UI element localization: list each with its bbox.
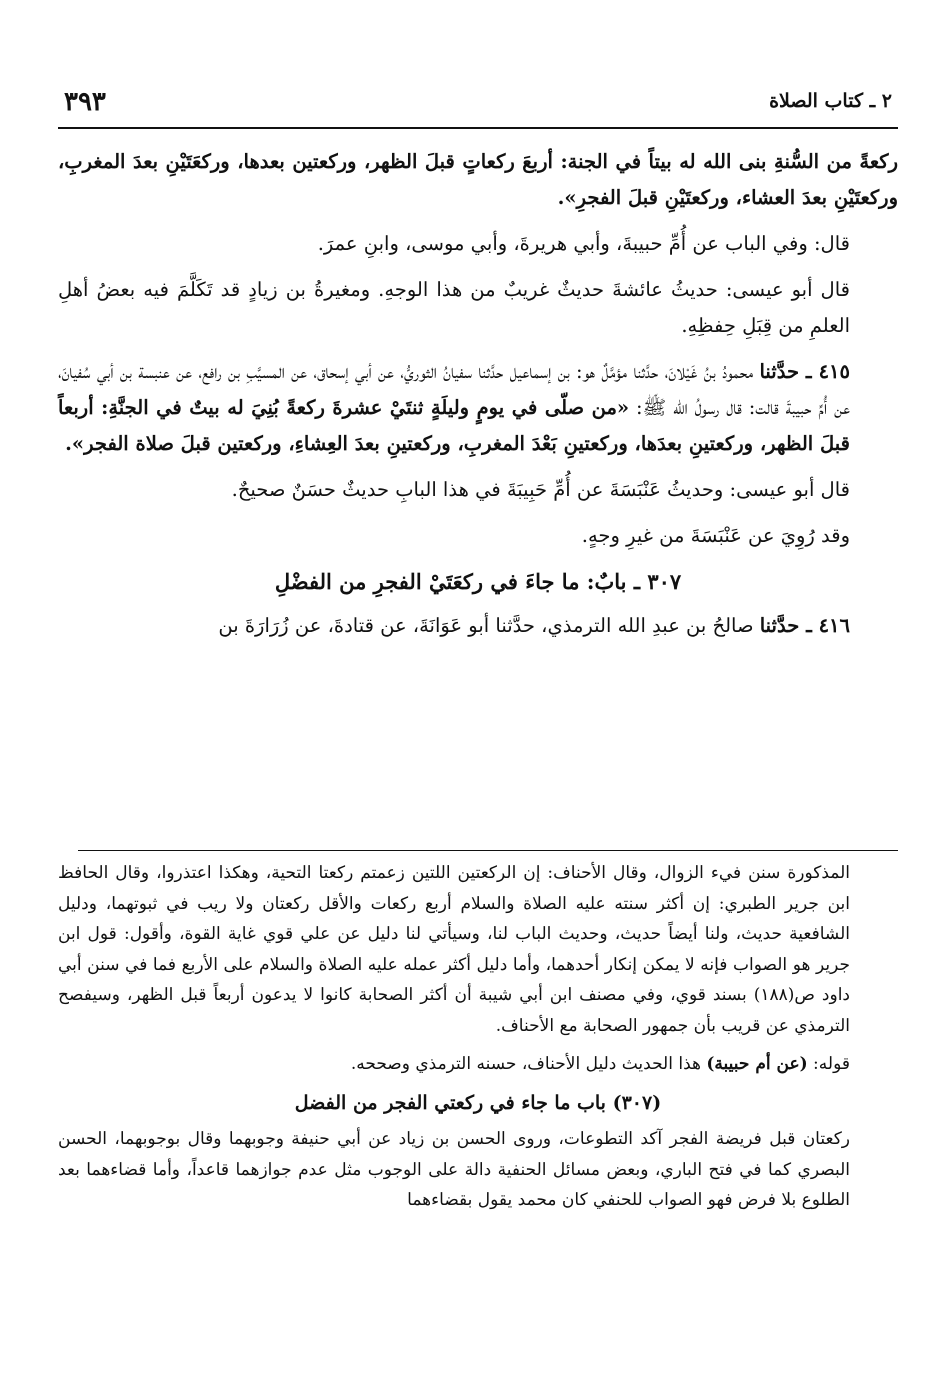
hadith-matn: «من صلّى في يومٍ وليلَةٍ ثنتَيْ عشرةَ ركعةً بُنِيَ له بيتٌ في الجنَّةِ: أربعاً قبلَ الظهر، وركعتينِ بعدَها، وركعتينِ بَعْدَ المغربِ، وركعتينِ بعدَ العِشاءِ، وركعتين قبلَ صلاة الفجر». [58, 396, 850, 455]
hadith-416 [58, 608, 898, 644]
hadith-chain: صالحُ بن عبدِ الله الترمذي، حدَّثنا أبو عَوَانَةَ، عن قتادةَ، عن زُرَارَةَ بن [218, 614, 760, 637]
footnote-quote: (عن أم حبيبة) [706, 1054, 808, 1074]
footnotes [58, 858, 898, 1224]
chapter-title: ٢ ـ كتاب الصلاة [769, 90, 892, 112]
paragraph-grading: قال أبو عيسى: وحديثُ عَنْبَسَةَ عن أُمِّ حَبِيبَةَ في هذا البابِ حديثٌ حسَنٌ صحيحٌ. [231, 478, 850, 501]
hadith-415 [58, 354, 898, 462]
footnote-rule [78, 850, 898, 851]
paragraph-other-routes: وقد رُوِيَ عن عَنْبَسَةَ من غيرِ وجهٍ. [581, 524, 850, 547]
hadith-number: ٤١٥ ـ حدَّثنا [759, 360, 850, 383]
footnote-comment: هذا الحديث دليل الأحناف، حسنه الترمذي وصححه. [350, 1054, 707, 1074]
footnote-paragraph: المذكورة سنن فيء الزوال، وقال الأحناف: إن الركعتين اللتين زعمتم ركعتا التحية، وهكذا اعتذروا، وقال الحافظ ابن جرير الطبري: إن أكثر سنته عليه الصلاة والسلام أربع ركعات والأقل ركعتان ولا ريب في ثبوتهما، ودليل الشافعية حديث، ولنا أيضاً حديث، وحديث الباب لنا، وسيأتي لنا دليل عن علي قوي غاية القوة، وأقول: قول ابن جرير هو الصواب فإنه لا يمكن إنكار أحدهما، وأما دليل أكثر عمله عليه الصلاة والسلام على الأربع فما في سنن أبي داود ص(١٨٨) بسند قوي، وفي مصنف ابن أبي شيبة أن أكثر الصحابة كانوا لا يدعون أربعاً قبل الظهر، وسيفصح الترمذي عن قريب بأن جمهور الصحابة مع الأحناف. [58, 863, 850, 1036]
page-number: ٣٩٣ [64, 87, 106, 117]
footnote-paragraph [58, 1049, 898, 1080]
hadith-chain: محمودُ بنُ غَيْلانَ، حدَّثنا مؤمَّلٌ هو: بن إسماعيل حدَّثنا سفيانُ الثوريُّ، عن أبي إسحاق، عن المسيَّبِ بن رافع، عن عنبسة بن أبي سُفيانَ، عن أُمِّ حبيبةَ قالت: قال رسولُ الله ﷺ: [58, 360, 851, 419]
hadith-continuation: ركعةً من السُّنةِ بنى الله له بيتاً في الجنة: أربعَ ركعاتٍ قبلَ الظهر، وركعتين بعدها، وركعَتَيْنِ بعدَ المغربِ، وركعتَيْنِ بعدَ العشاء، وركعتَيْنِ قبلَ الفجرِ». [58, 150, 898, 209]
running-header [58, 87, 898, 118]
footnote-paragraph: ركعتان قبل فريضة الفجر آكد التطوعات، وروى الحسن بن زياد عن أبي حنيفة وجوبهما وقال بوجوبهما، الحسن البصري كما في فتح الباري، وبعض مسائل الحنفية دالة على الوجوب مثل عدم جوازهما قاعداً، وأما قضاءهما بعد الطلوع بلا فرض فهو الصواب للحنفي كان محمد يقول بقضاءهما [58, 1129, 850, 1210]
footnote-heading: (٣٠٧) باب ما جاء في ركعتي الفجر من الفضل [294, 1091, 662, 1114]
header-rule [58, 127, 898, 129]
footnote-lead: قوله: [807, 1054, 850, 1074]
paragraph-abu-isa-comment: قال أبو عيسى: حديثُ عائشةَ حديثٌ غريبٌ من هذا الوجهِ. ومغيرةُ بن زيادٍ قد تَكَلَّمَ فيه بعضُ أهلِ العلمِ من قِبَلِ حِفظِهِ. [58, 278, 850, 337]
book-page [58, 0, 898, 1386]
main-text [58, 144, 898, 654]
chapter-heading-307: ٣٠٧ ـ بابٌ: ما جاءَ في ركعَتَيْ الفجرِ من الفضْلِ [274, 569, 682, 594]
paragraph-related-narrations: قال: وفي الباب عن أُمِّ حبيبةَ، وأبي هريرةَ، وأبي موسى، وابنِ عمرَ. [317, 232, 850, 255]
hadith-number: ٤١٦ ـ حدَّثنا [759, 614, 850, 637]
